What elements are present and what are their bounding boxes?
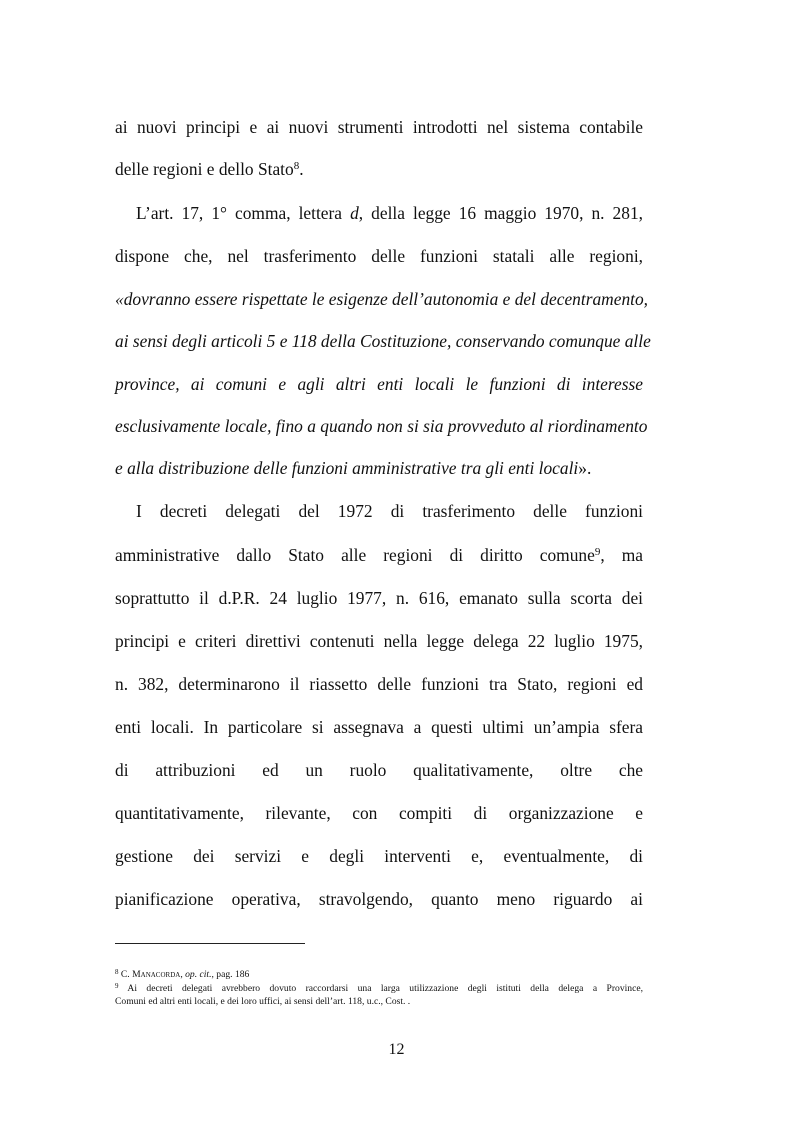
p2-line-1c: , della legge 16 maggio 1970, n. 281,: [358, 203, 643, 223]
p3-line-1: I decreti delegati del 1972 di trasferimento delle funzioni: [136, 501, 643, 521]
p3-line-7: di attribuzioni ed un ruolo qualitativamente, oltre che: [115, 760, 643, 780]
p3-line-6: enti locali. In particolare si assegnava a questi ultimi un’ampia sfera: [115, 717, 643, 737]
p3-line-3: soprattutto il d.P.R. 24 luglio 1977, n. 616, emanato sulla scorta dei: [115, 588, 643, 608]
p3-line-2-text: amministrative dallo Stato alle regioni di diritto comune: [115, 545, 595, 565]
footnote-8-sep: ,: [180, 969, 186, 980]
p2-line-7: [115, 457, 643, 479]
p1-line-2-text: delle regioni e dello Stato: [115, 159, 294, 179]
p2-line-1a: L’art. 17, 1° comma, lettera: [136, 203, 351, 223]
p2-line-1-letter: d: [350, 203, 359, 223]
footnote-8-cit: op. cit.: [185, 969, 212, 980]
footnote-8-rest: , pag. 186: [211, 969, 250, 980]
footnote-8: [115, 969, 643, 981]
p2-quote-line-4: ai sensi degli articoli 5 e 118 della Costituzione, conservando comunque alle: [115, 331, 651, 351]
p2-quote-line-5: province, ai comuni e agli altri enti locali le funzioni di interesse: [115, 374, 643, 394]
p2-line-4: [115, 330, 651, 352]
footnote-8-number: 8: [115, 968, 119, 976]
footnote-8-initial: C.: [120, 969, 133, 980]
p3-line-2-end: , ma: [600, 545, 643, 565]
p2-quote-line-7: e alla distribuzione delle funzioni amministrative tra gli enti locali: [115, 458, 579, 478]
footnote-9-line-2: Comuni ed altri enti locali, e dei loro uffici, ai sensi dell’art. 118, u.c., Cost. .: [115, 996, 411, 1007]
p2-quote-end: ».: [578, 458, 592, 478]
footnote-9-line-1: [115, 983, 643, 995]
page-number: 12: [388, 1041, 405, 1058]
p3-line-10: pianificazione operativa, stravolgendo, quanto meno riguardo ai: [115, 889, 643, 909]
p1-line-2: [115, 158, 643, 180]
p3-line-2: [115, 544, 643, 566]
footnote-9-text-1: Ai decreti delegati avrebbero dovuto raccordarsi una larga utilizzazione degli istituti della delega a Province,: [127, 983, 644, 994]
footnote-ref-8: 8: [293, 160, 300, 172]
p3-line-9: gestione dei servizi e degli interventi e, eventualmente, di: [115, 846, 643, 866]
p1-line-2-end: .: [299, 159, 304, 179]
p3-line-4: principi e criteri direttivi contenuti nella legge delega 22 luglio 1975,: [115, 631, 643, 651]
p2-quote-line-3: «dovranno essere rispettate le esigenze dell’autonomia e del decentramento,: [115, 289, 649, 309]
p2-line-2: dispone che, nel trasferimento delle funzioni statali alle regioni,: [115, 246, 643, 266]
p2-line-5: [115, 373, 643, 395]
footnote-separator: [115, 943, 305, 944]
p2-line-6: [115, 415, 648, 437]
p2-line-3: [115, 288, 649, 310]
p3-line-5: n. 382, determinarono il riassetto delle funzioni tra Stato, regioni ed: [115, 674, 643, 694]
p1-line-1: ai nuovi principi e ai nuovi strumenti introdotti nel sistema contabile: [115, 117, 643, 137]
footnote-8-author: Manacorda: [132, 969, 181, 980]
footnote-ref-9: 9: [594, 546, 601, 558]
footnote-9-number: 9: [115, 982, 119, 990]
p2-quote-line-6: esclusivamente locale, fino a quando non si sia provveduto al riordinamento: [115, 416, 648, 436]
p2-line-1: [136, 202, 643, 224]
p3-line-8: quantitativamente, rilevante, con compiti di organizzazione e: [115, 803, 643, 823]
